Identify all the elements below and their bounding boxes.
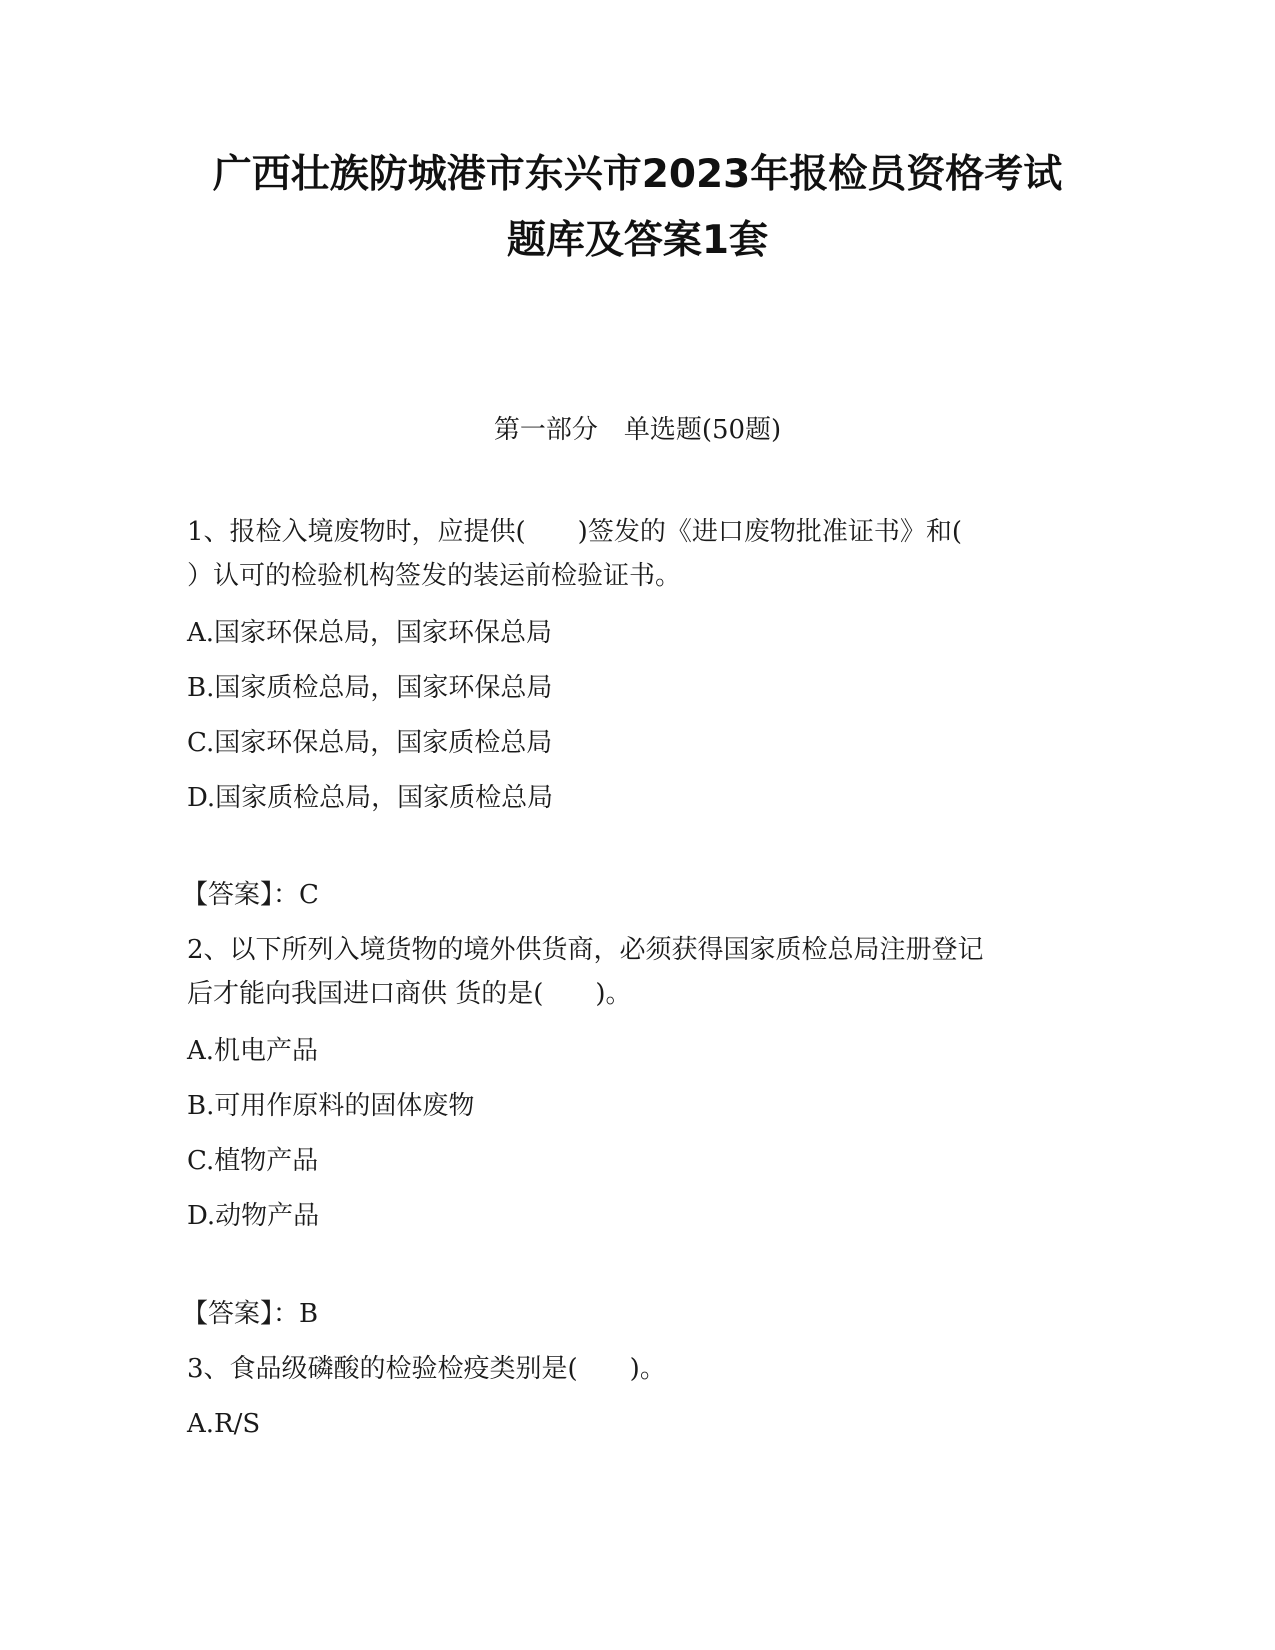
question-1-stem-line-1: 1、报检入境废物时，应提供( )签发的《进口废物批准证书》和( [187, 517, 962, 547]
question-1-option-c: C.国家环保总局，国家质检总局 [187, 728, 553, 758]
section-heading: 第一部分 单选题(50题) [493, 415, 782, 445]
question-1-answer: 【答案】：C [182, 880, 319, 910]
question-3-option-a: A.R/S [187, 1409, 261, 1439]
document-title [120, 142, 1155, 274]
question-2-option-c: C.植物产品 [187, 1146, 319, 1176]
question-3-stem-line-1: 3、食品级磷酸的检验检疫类别是( )。 [187, 1354, 666, 1384]
question-2-stem-line-1: 2、以下所列入境货物的境外供货商，必须获得国家质检总局注册登记 [187, 935, 984, 965]
question-2-stem-line-2: 后才能向我国进口商供 货的是( )。 [187, 979, 632, 1009]
question-1-option-b: B.国家质检总局，国家环保总局 [187, 673, 553, 703]
question-2-option-b: B.可用作原料的固体废物 [187, 1091, 475, 1121]
question-1-option-a: A.国家环保总局，国家环保总局 [187, 618, 553, 648]
question-1-option-d: D.国家质检总局，国家质检总局 [187, 783, 554, 813]
question-2-option-a: A.机电产品 [187, 1036, 319, 1066]
question-2-answer: 【答案】：B [182, 1299, 319, 1329]
question-1-stem-line-2: ）认可的检验机构签发的装运前检验证书。 [187, 561, 682, 591]
question-2-option-d: D.动物产品 [187, 1201, 320, 1231]
title-line-2: 题库及答案1套 [506, 218, 769, 263]
title-line-1: 广西壮族防城港市东兴市2023年报检员资格考试 [212, 152, 1063, 197]
